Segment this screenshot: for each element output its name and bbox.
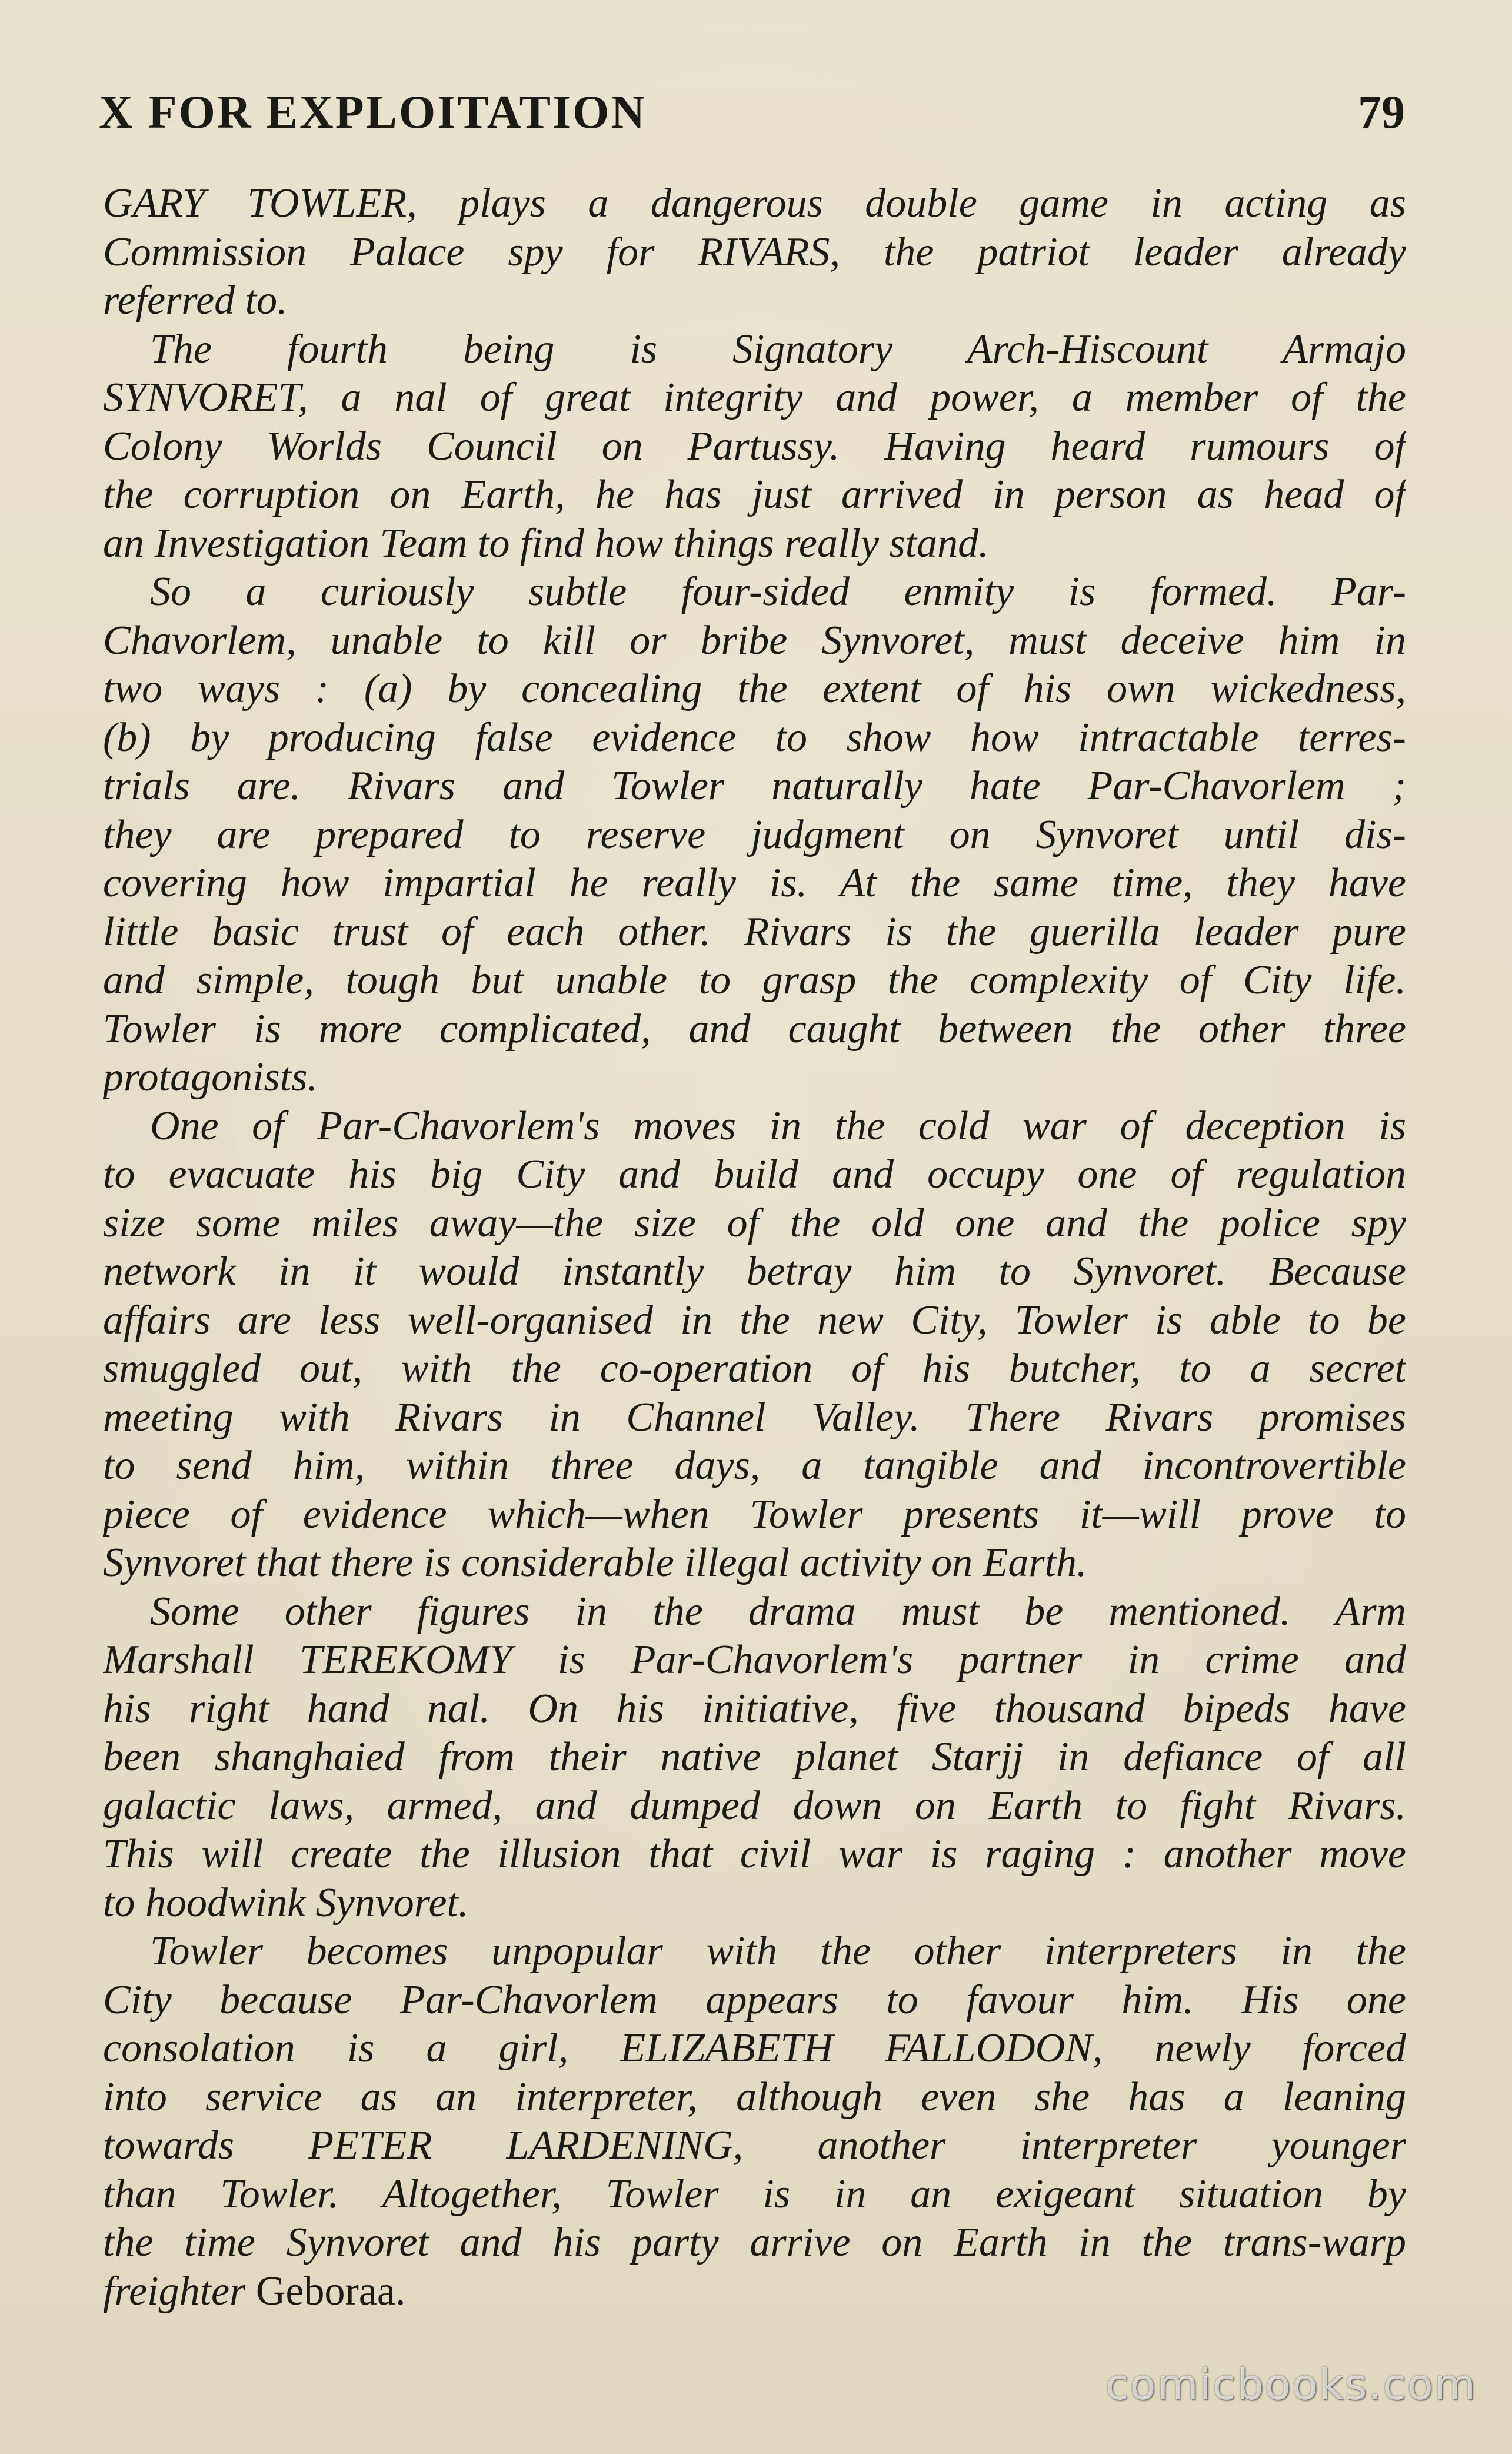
text-line: to evacuate his big City and build and occupy one of regulation [103, 1152, 1406, 1197]
text-line: to send him, within three days, a tangible and incontrovertible [103, 1443, 1406, 1488]
text-line: Chavorlem, unable to kill or bribe Synvoret, must deceive him in [103, 617, 1406, 663]
text-line: piece of evidence which—when Towler presents it—will prove to [103, 1491, 1406, 1537]
text-line: an Investigation Team to find how things really stand. [103, 520, 989, 566]
text-line: two ways : (a) by concealing the extent of his own wickedness, [103, 666, 1406, 711]
text-line: the time Synvoret and his party arrive on Earth in the trans-warp [103, 2220, 1406, 2265]
text-line: affairs are less well-organised in the new City, Towler is able to be [103, 1297, 1406, 1343]
ship-name: Geboraa. [255, 2268, 406, 2314]
text-line: the corruption on Earth, he has just arrived in person as head of [103, 472, 1406, 517]
text-line: Towler is more complicated, and caught between the other three [103, 1006, 1406, 1052]
watermark: comicbooks.com [1105, 2360, 1477, 2409]
text-line: Colony Worlds Council on Partussy. Having heard rumours of [103, 423, 1406, 469]
page-number: 79 [1358, 87, 1405, 138]
text-line: to hoodwink Synvoret. [103, 1880, 469, 1926]
text-line: protagonists. [103, 1055, 318, 1100]
text-line: into service as an interpreter, although even she has a leaning [103, 2074, 1406, 2120]
running-header [99, 80, 1405, 145]
text-line: Marshall TEREKOMY is Par-Chavorlem's partner in crime and [103, 1637, 1406, 1682]
text-line: Towler becomes unpopular with the other interpreters in the [150, 1928, 1406, 1974]
text-line: covering how impartial he really is. At the same time, they have [103, 860, 1406, 906]
body-text [103, 179, 1406, 2316]
text-line: (b) by producing false evidence to show how intractable terres- [103, 714, 1406, 760]
text-line: Commission Palace spy for RIVARS, the patriot leader already [103, 229, 1406, 275]
text-line: Synvoret that there is considerable illegal activity on Earth. [103, 1540, 1087, 1585]
text-line: This will create the illusion that civil war is raging : another move [103, 1831, 1406, 1877]
text-line: they are prepared to reserve judgment on Synvoret until dis- [103, 812, 1406, 857]
text-line: towards PETER LARDENING, another interpreter younger [103, 2123, 1406, 2168]
text-line: The fourth being is Signatory Arch-Hiscount Armajo [150, 326, 1406, 372]
text-line: little basic trust of each other. Rivars is the guerilla leader pure [103, 909, 1406, 955]
text-line: SYNVORET, a nal of great integrity and power, a member of the [103, 375, 1406, 420]
text-line: than Towler. Altogether, Towler is in an exigeant situation by [103, 2171, 1406, 2217]
final-line-italic: freighter [103, 2268, 246, 2314]
text-line: City because Par-Chavorlem appears to favour him. His one [103, 1977, 1406, 2023]
chapter-title: X FOR EXPLOITATION [99, 87, 647, 138]
text-line: GARY TOWLER, plays a dangerous double game in acting as [103, 181, 1406, 226]
text-line: So a curiously subtle four-sided enmity is formed. Par- [150, 569, 1406, 614]
text-line: trials are. Rivars and Towler naturally hate Par-Chavorlem ; [103, 763, 1406, 809]
text-line: size some miles away—the size of the old one and the police spy [103, 1200, 1406, 1246]
text-line: been shanghaied from their native planet Starjj in defiance of all [103, 1734, 1406, 1780]
text-line: Some other figures in the drama must be mentioned. Arm [150, 1588, 1406, 1634]
text-line: and simple, tough but unable to grasp the complexity of City life. [103, 957, 1406, 1003]
text-line: his right hand nal. On his initiative, five thousand bipeds have [103, 1685, 1406, 1731]
text-line: One of Par-Chavorlem's moves in the cold war of deception is [150, 1103, 1406, 1149]
text-line: smuggled out, with the co-operation of his butcher, to a secret [103, 1346, 1406, 1391]
text-line: referred to. [103, 278, 288, 323]
text-line: meeting with Rivars in Channel Valley. There Rivars promises [103, 1394, 1406, 1440]
text-line: galactic laws, armed, and dumped down on Earth to fight Rivars. [103, 1783, 1406, 1828]
text-line: network in it would instantly betray him to Synvoret. Because [103, 1249, 1406, 1294]
final-text-line [103, 2267, 1406, 2316]
text-line: consolation is a girl, ELIZABETH FALLODON, newly forced [103, 2026, 1406, 2071]
